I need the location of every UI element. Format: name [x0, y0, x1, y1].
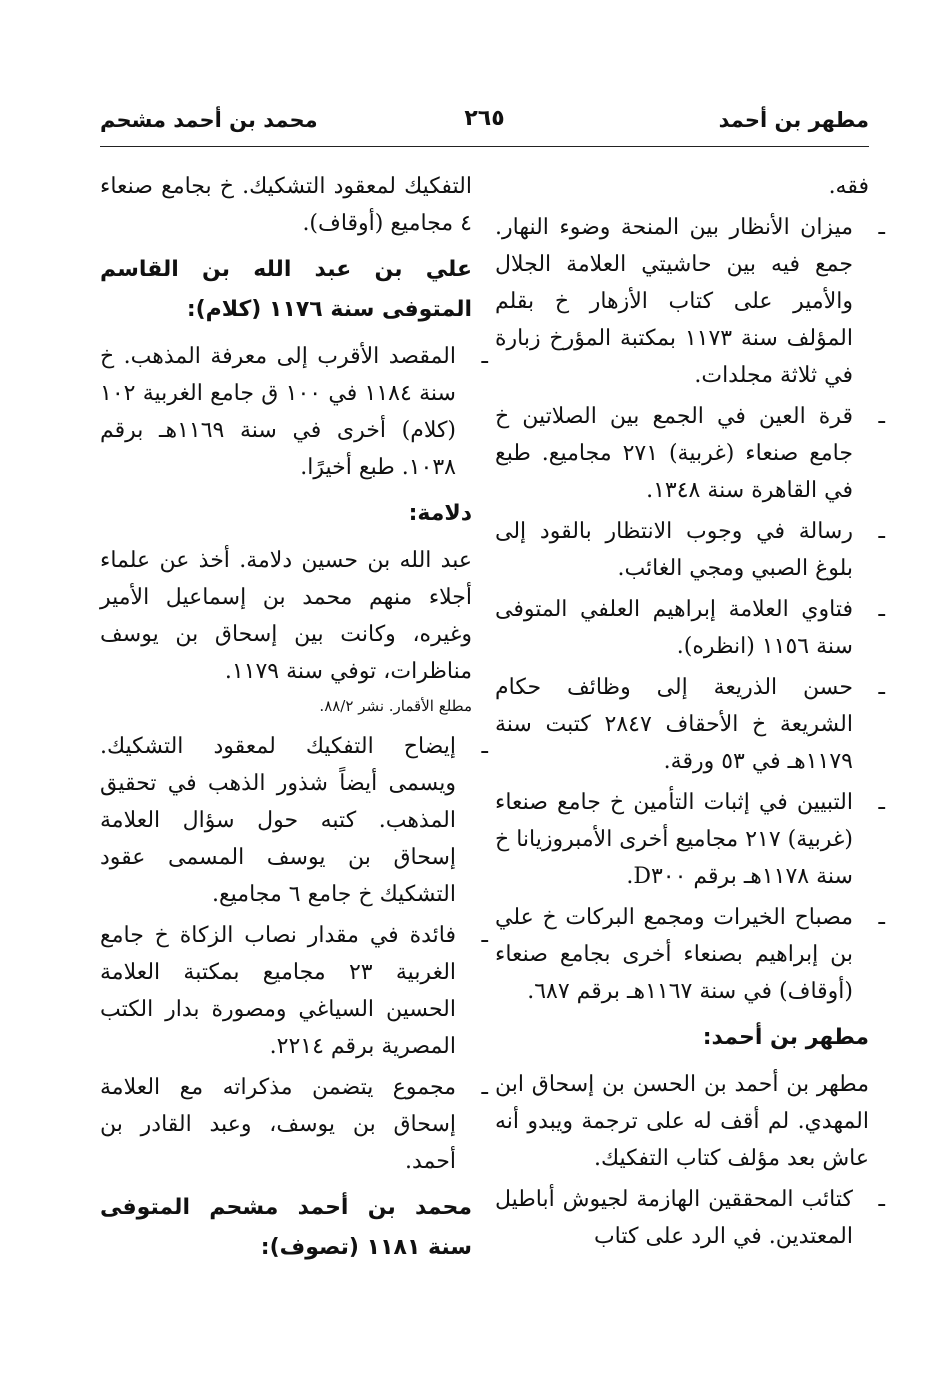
entry-text: فتاوي العلامة إبراهيم العلفي المتوفى سنة ١١٥٦ (انظره). — [495, 597, 853, 659]
entry-text: كتائب المحققين الهازمة لجيوش أباطيل المعتدين. في الرد على كتاب — [495, 1187, 853, 1249]
list-item — [495, 513, 885, 587]
page-header — [100, 106, 869, 147]
running-head-left: محمد بن أحمد مشحم — [100, 108, 318, 132]
entry-dash: ـ — [878, 1187, 885, 1212]
biography-text: عبد الله بن حسين دلامة. أخذ عن علماء أجلاء منهم محمد بن إسماعيل الأمير وغيره، وكانت بين إسحاق بن يوسف مناظرات، توفي سنة ١١٧٩. — [100, 548, 472, 684]
entry-text: ميزان الأنظار بين المنحة وضوء النهار. جمع فيه بين حاشيتي العلامة الجلال والأمير على كتاب الأزهار خ بقلم المؤلف سنة ١١٧٣ بمكتبة المؤرخ زبارة في ثلاثة مجلدات. — [495, 215, 853, 388]
entry-text: مصباح الخيرات ومجمع البركات خ علي بن إبراهيم بصنعاء أخرى بجامع صنعاء (أوقاف) في سنة ١١٦٧هـ برقم ٦٨٧. — [495, 905, 853, 1004]
section-heading: محمد بن أحمد مشحم المتوفى سنة ١١٨١ (تصوف): — [100, 1195, 472, 1260]
continuation-text: التفكيك لمعقود التشكيك. خ بجامع صنعاء ٤ مجاميع (أوقاف). — [100, 174, 472, 236]
entry-text: التبيين في إثبات التأمين خ جامع صنعاء (غربية) ٢١٧ مجاميع أخرى الأمبروزيانا خ سنة ١١٧٨هـ برقم D٣٠٠. — [495, 790, 853, 889]
right-column — [495, 168, 885, 1259]
entry-text: إيضاح التفكيك لمعقود التشكيك. ويسمى أيضاً شذور الذهب في تحقيق المذهب. كتبه حول سؤال العلامة إسحاق بن يوسف المسمى عقود التشكيك خ جامع ٦ مجاميع. — [100, 734, 456, 907]
entry-dash: ـ — [878, 597, 885, 622]
entry-dash: ـ — [878, 215, 885, 240]
entry-dash: ـ — [878, 790, 885, 815]
entry-dash: ـ — [481, 344, 488, 369]
intro-line: فقه. — [828, 174, 869, 199]
entry-dash: ـ — [878, 404, 885, 429]
entry-dash: ـ — [481, 923, 488, 948]
entry-dash: ـ — [878, 905, 885, 930]
section-heading: علي بن عبد الله بن القاسم المتوفى سنة ١١٧٦ (كلام): — [100, 257, 472, 322]
section-heading: مطهر بن أحمد: — [702, 1025, 869, 1050]
entry-dash: ـ — [878, 519, 885, 544]
list-item — [100, 1069, 488, 1180]
list-item — [495, 1181, 885, 1255]
source-note: مطلع الأقمار. نشر ٨٨/٢. — [319, 697, 472, 715]
list-item — [100, 338, 488, 486]
page-number: ٢٦٥ — [464, 106, 505, 131]
left-column — [100, 168, 488, 1276]
entry-dash: ـ — [481, 734, 488, 759]
section-heading: دلامة: — [408, 501, 472, 526]
list-item — [495, 209, 885, 394]
running-head-right: مطهر بن أحمد — [718, 108, 869, 132]
entry-text: قرة العين في الجمع بين الصلاتين خ جامع صنعاء (غربية) ٢٧١ مجاميع. طبع في القاهرة سنة ١٣٤٨. — [495, 404, 853, 503]
entry-text: فائدة في مقدار نصاب الزكاة خ جامع الغربية ٢٣ مجاميع بمكتبة العلامة الحسين السياغي ومصورة بدار الكتب المصرية برقم ٢٢١٤. — [100, 923, 457, 1059]
list-item — [495, 398, 885, 509]
entry-text: حسن الذريعة إلى وظائف حكام الشريعة خ الأحقاف ٢٨٤٧ كتبت سنة ١١٧٩هـ في ٥٣ ورقة. — [495, 675, 853, 774]
entry-dash: ـ — [481, 1075, 488, 1100]
biography-text: مطهر بن أحمد بن الحسن بن إسحاق ابن المهدي. لم أقف له على ترجمة ويبدو أنه عاش بعد مؤلف كتاب التفكيك. — [495, 1072, 869, 1171]
list-item — [100, 917, 488, 1065]
entry-dash: ـ — [878, 675, 885, 700]
list-item — [495, 784, 885, 895]
list-item — [495, 591, 885, 665]
entry-text: المقصد الأقرب إلى معرفة المذهب. خ سنة ١١٨٤ في ١٠٠ ق جامع الغربية ١٠٢ (كلام) أخرى في سنة ١١٦٩هـ برقم ١٠٣٨. طبع أخيرًا. — [100, 344, 456, 480]
list-item — [495, 899, 885, 1010]
entry-text: رسالة في وجوب الانتظار بالقود إلى بلوغ الصبي ومجي الغائب. — [495, 519, 853, 581]
list-item — [495, 669, 885, 780]
entry-text: مجموع يتضمن مذكراته مع العلامة إسحاق بن يوسف، وعبد القادر بن أحمد. — [100, 1075, 456, 1174]
list-item — [100, 728, 488, 913]
